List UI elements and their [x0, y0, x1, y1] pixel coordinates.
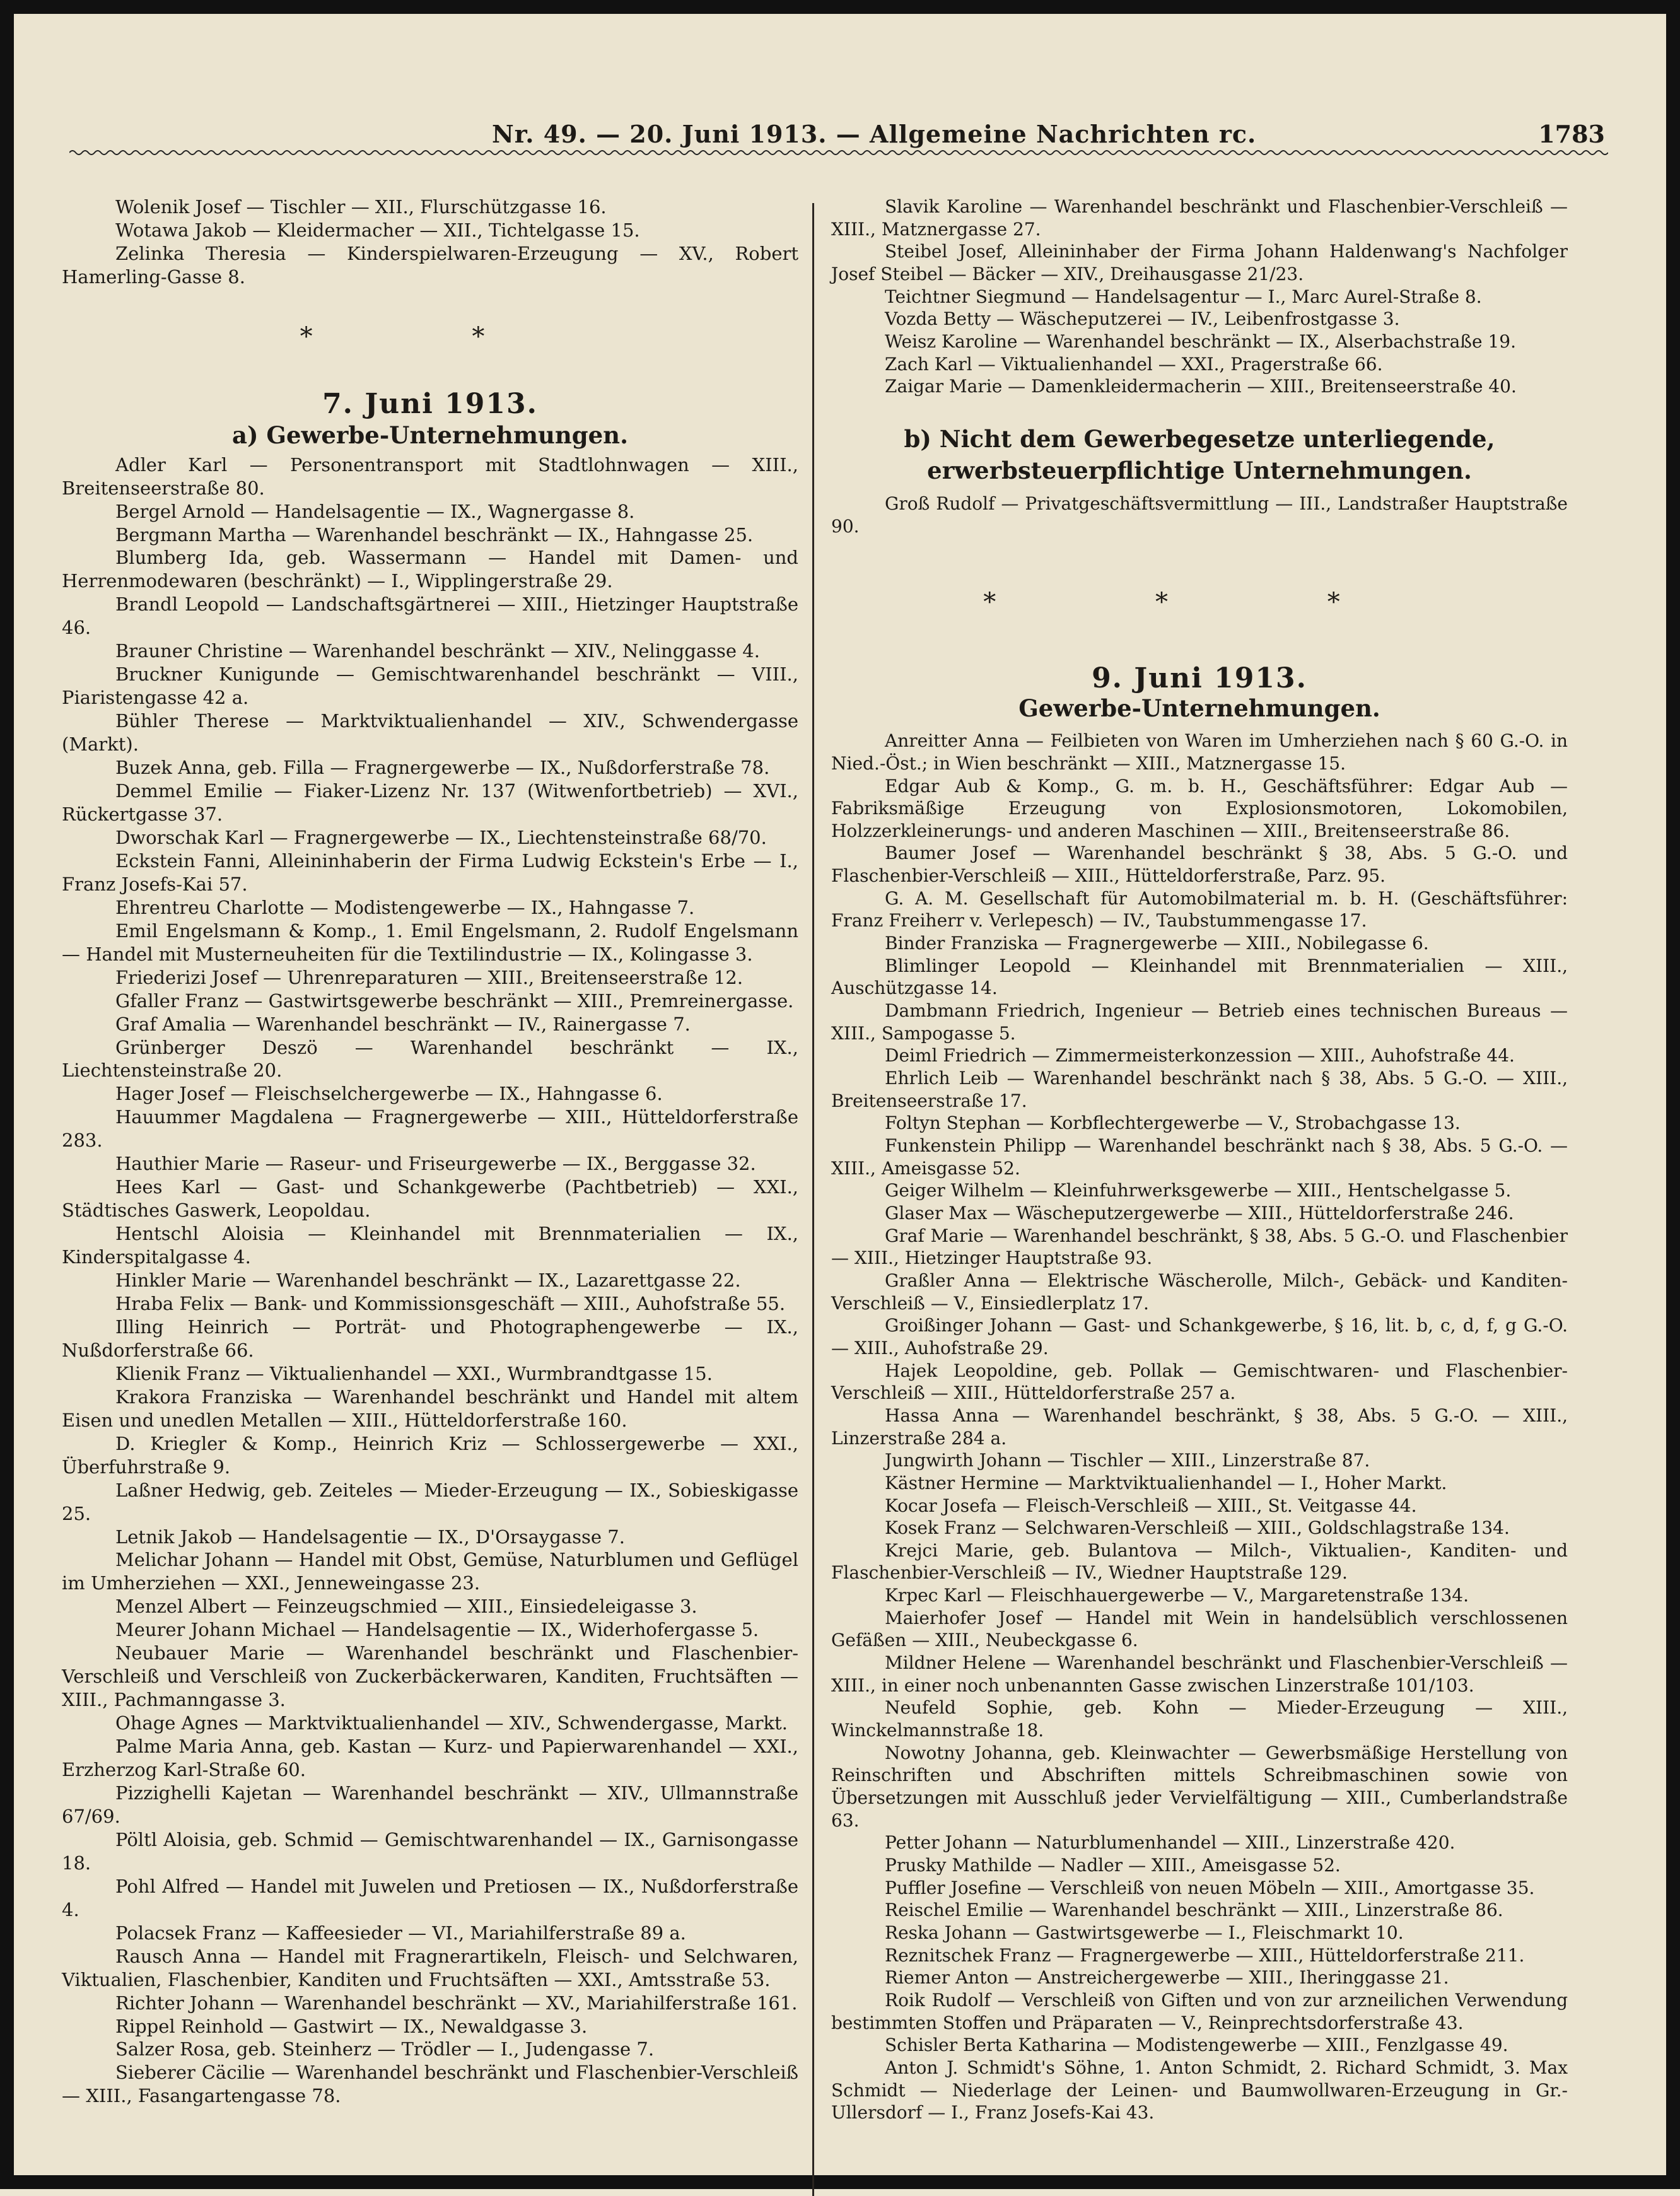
list-item: Meurer Johann Michael — Handelsagentie — IX., Widerhofergasse 5.	[115, 1619, 759, 1641]
list-item: Eckstein Fanni, Alleininhaberin der Firma Ludwig Eckstein's Erbe — I., Franz Josefs-Kai 57.	[62, 850, 798, 895]
section-stars: * * *	[983, 588, 1416, 617]
list-item: Friederizi Josef — Uhrenreparaturen — XIII., Breitenseerstraße 12.	[115, 966, 744, 988]
list-item: Menzel Albert — Feinzeugschmied — XIII., Einsiedeleigasse 3.	[115, 1596, 697, 1618]
list-item: Neufeld Sophie, geb. Kohn — Mieder-Erzeugung — XIII., Winckelmannstraße 18.	[831, 1697, 1568, 1741]
list-item: Kosek Franz — Selchwaren-Verschleiß — XIII., Goldschlagstraße 134.	[885, 1517, 1510, 1539]
list-item: Glaser Max — Wäscheputzergewerbe — XIII., Hütteldorferstraße 246.	[885, 1202, 1514, 1224]
section-b-heading: b) Nicht dem Gewerbegesetze unterliegende, erwerbsteuerpflichtige Unternehmungen.	[904, 424, 1495, 484]
list-item: Gfaller Franz — Gastwirtsgewerbe beschränkt — XIII., Premreinergasse.	[115, 990, 794, 1012]
list-item: Laßner Hedwig, geb. Zeiteles — Mieder-Erzeugung — IX., Sobieskigasse 25.	[62, 1479, 798, 1524]
left-entry-list	[62, 453, 798, 2108]
list-item: Groißinger Johann — Gast- und Schankgewerbe, § 16, lit. b, c, d, f, g G.-O. — XIII., Auhofstraße 29.	[831, 1315, 1568, 1358]
list-item: Kästner Hermine — Marktviktualienhandel — I., Hoher Markt.	[885, 1472, 1447, 1493]
list-item: Schisler Berta Katharina — Modistengewerbe — XIII., Fenzlgasse 49.	[885, 2035, 1508, 2056]
list-item: Foltyn Stephan — Korbflechtergewerbe — V., Strobachgasse 13.	[885, 1113, 1461, 1134]
section-b-entries	[831, 493, 1568, 537]
list-item: Slavik Karoline — Warenhandel beschränkt und Flaschenbier-Verschleiß — XIII., Matznergasse 27.	[831, 196, 1568, 240]
list-item: Buzek Anna, geb. Filla — Fragnergewerbe — IX., Nußdorferstraße 78.	[115, 757, 770, 779]
list-item: Edgar Aub & Komp., G. m. b. H., Geschäftsführer: Edgar Aub — Fabriksmäßige Erzeugung von Explosionsmotoren, Lokomobilen, Holzzerkleinerungs- und anderen Maschinen — XIII., Breitenseerstraße 86.	[831, 775, 1568, 841]
list-item: Illing Heinrich — Porträt- und Photographengewerbe — IX., Nußdorferstraße 66.	[62, 1316, 798, 1361]
list-item: Zach Karl — Viktualienhandel — XXI., Pragerstraße 66.	[885, 353, 1383, 375]
list-item: Funkenstein Philipp — Warenhandel beschränkt nach § 38, Abs. 5 G.-O. — XIII., Ameisgasse 52.	[831, 1135, 1568, 1179]
list-item: Wolenik Josef — Tischler — XII., Flurschützgasse 16.	[115, 196, 607, 218]
list-item: Dworschak Karl — Fragnergewerbe — IX., Liechtensteinstraße 68/70.	[115, 826, 767, 848]
list-item: Ohage Agnes — Marktviktualienhandel — XIV., Schwendergasse, Markt.	[115, 1712, 788, 1734]
list-item: Bergmann Martha — Warenhandel beschränkt — IX., Hahngasse 25.	[115, 523, 754, 546]
list-item: Hajek Leopoldine, geb. Pollak — Gemischtwaren- und Flaschenbier-Verschleiß — XIII., Hütteldorferstraße 257 a.	[831, 1360, 1568, 1404]
scan-border-left	[0, 0, 14, 2189]
scan-border-bottom	[0, 2175, 1680, 2189]
list-item: Vozda Betty — Wäscheputzerei — IV., Leibenfrostgasse 3.	[885, 308, 1400, 330]
header-wavy-rule	[69, 148, 1608, 157]
list-item: Pizzighelli Kajetan — Warenhandel beschränkt — XIV., Ullmannstraße 67/69.	[62, 1782, 798, 1827]
right-top-entries	[831, 196, 1568, 398]
list-item: Bühler Therese — Marktviktualienhandel — XIV., Schwendergasse (Markt).	[62, 710, 798, 756]
list-item: Puffler Josefine — Verschleiß von neuen Möbeln — XIII., Amortgasse 35.	[885, 1877, 1535, 1898]
list-item: Anton J. Schmidt's Söhne, 1. Anton Schmidt, 2. Richard Schmidt, 3. Max Schmidt — Niederlage der Leinen- und Baumwollwaren-Erzeugung in Gr.-Ullersdorf — I., Franz Josefs-Kai 43.	[831, 2057, 1568, 2123]
list-item: Reska Johann — Gastwirtsgewerbe — I., Fleischmarkt 10.	[885, 1922, 1404, 1943]
scan-border-right	[1666, 0, 1680, 2189]
list-item: Hauummer Magdalena — Fragnergewerbe — XIII., Hütteldorferstraße 283.	[62, 1106, 798, 1152]
list-item: Hinkler Marie — Warenhandel beschränkt — IX., Lazarettgasse 22.	[115, 1270, 741, 1292]
list-item: Riemer Anton — Anstreichergewerbe — XIII., Iheringgasse 21.	[885, 1967, 1449, 1989]
list-item: Petter Johann — Naturblumenhandel — XIII., Linzerstraße 420.	[885, 1832, 1455, 1854]
list-item: Hraba Felix — Bank- und Kommissionsgeschäft — XIII., Auhofstraße 55.	[115, 1292, 786, 1314]
list-item: Sieberer Cäcilie — Warenhandel beschränkt und Flaschenbier-Verschleiß — XIII., Fasangartengasse 78.	[62, 2062, 798, 2107]
list-item: Adler Karl — Personentransport mit Stadtlohnwagen — XIII., Breitenseerstraße 80.	[62, 453, 798, 499]
list-item: Hentschl Aloisia — Kleinhandel mit Brennmaterialien — IX., Kinderspitalgasse 4.	[62, 1223, 798, 1268]
list-item: Grünberger Deszö — Warenhandel beschränkt — IX., Liechtensteinstraße 20.	[62, 1036, 798, 1082]
list-item: Richter Johann — Warenhandel beschränkt — XV., Mariahilferstraße 161.	[115, 1992, 798, 2014]
list-item: G. A. M. Gesellschaft für Automobilmaterial m. b. H. (Geschäftsführer: Franz Freiherr v. Verlepesch) — IV., Taubstummengasse 17.	[831, 887, 1568, 932]
right-entry-list	[831, 730, 1568, 2124]
header-title: Nr. 49. — 20. Juni 1913. — Allgemeine Nachrichten rc.	[492, 120, 1257, 148]
list-item: Melichar Johann — Handel mit Obst, Gemüse, Naturblumen und Geflügel im Umherziehen — XXI., Jenneweingasse 23.	[62, 1549, 798, 1594]
list-item: Emil Engelsmann & Komp., 1. Emil Engelsmann, 2. Rudolf Engelsmann — Handel mit Musterneuheiten für die Textilindustrie — IX., Kolingasse 3.	[62, 920, 798, 965]
list-item: Polacsek Franz — Kaffeesieder — VI., Mariahilferstraße 89 a.	[115, 1922, 686, 1944]
list-item: Klienik Franz — Viktualienhandel — XXI., Wurmbrandtgasse 15.	[115, 1362, 713, 1384]
list-item: Graßler Anna — Elektrische Wäscherolle, Milch-, Gebäck- und Kanditen-Verschleiß — V., Einsiedlerplatz 17.	[831, 1270, 1568, 1314]
list-item: Krejci Marie, geb. Bulantova — Milch-, Viktualien-, Kanditen- und Flaschenbier-Verschleiß — IV., Wiedner Hauptstraße 129.	[831, 1539, 1568, 1584]
list-item: Ehrlich Leib — Warenhandel beschränkt nach § 38, Abs. 5 G.-O. — XIII., Breitenseerstraße 17.	[831, 1068, 1568, 1111]
list-item: Zaigar Marie — Damenkleidermacherin — XIII., Breitenseerstraße 40.	[885, 376, 1517, 397]
list-item: Anreitter Anna — Feilbieten von Waren im Umherziehen nach § 60 G.-O. in Nied.-Öst.; in Wien beschränkt — XIII., Matznergasse 15.	[831, 730, 1568, 774]
list-item: Zelinka Theresia — Kinderspielwaren-Erzeugung — XV., Robert Hamerling-Gasse 8.	[62, 242, 798, 288]
list-item: Pöltl Aloisia, geb. Schmid — Gemischtwarenhandel — IX., Garnisongasse 18.	[62, 1828, 798, 1874]
list-item: Groß Rudolf — Privatgeschäftsvermittlung — III., Landstraßer Hauptstraße 90.	[831, 493, 1568, 537]
list-item: Steibel Josef, Alleininhaber der Firma Johann Haldenwang's Nachfolger Josef Steibel — Bäcker — XIV., Dreihausgasse 21/23.	[831, 241, 1568, 284]
list-item: Neubauer Marie — Warenhandel beschränkt und Flaschenbier-Verschleiß und Verschleiß von Zuckerbäckerwaren, Kanditen, Fruchtsäften — XIII., Pachmanngasse 3.	[62, 1642, 798, 1711]
list-item: D. Kriegler & Komp., Heinrich Kriz — Schlossergewerbe — XXI., Überfuhrstraße 9.	[62, 1432, 798, 1478]
left-column	[62, 196, 798, 2108]
list-item: Nowotny Johanna, geb. Kleinwachter — Gewerbsmäßige Herstellung von Reinschriften und Abschriften mittels Schreibmaschinen sowie von Übersetzungen mit Ausschluß jeder Vervielfältigung — XIII., Cumberlandstraße 63.	[831, 1742, 1568, 1831]
list-item: Ehrentreu Charlotte — Modistengewerbe — IX., Hahngasse 7.	[115, 896, 695, 918]
list-item: Krpec Karl — Fleischhauergewerbe — V., Margaretenstraße 134.	[885, 1585, 1469, 1606]
list-item: Wotawa Jakob — Kleidermacher — XII., Tichtelgasse 15.	[115, 219, 640, 241]
list-item: Hager Josef — Fleischselchergewerbe — IX., Hahngasse 6.	[115, 1083, 663, 1105]
left-top-entries	[62, 196, 798, 289]
column-divider	[812, 203, 814, 2196]
list-item: Dambmann Friedrich, Ingenieur — Betrieb eines technischen Bureaus — XIII., Sampogasse 5.	[831, 1000, 1568, 1044]
list-item: Jungwirth Johann — Tischler — XIII., Linzerstraße 87.	[885, 1450, 1370, 1471]
list-item: Palme Maria Anna, geb. Kastan — Kurz- und Papierwarenhandel — XXI., Erzherzog Karl-Straße 60.	[62, 1736, 798, 1781]
list-item: Krakora Franziska — Warenhandel beschränkt und Handel mit altem Eisen und unedlen Metallen — XIII., Hütteldorferstraße 160.	[62, 1386, 798, 1431]
list-item: Weisz Karoline — Warenhandel beschränkt — IX., Alserbachstraße 19.	[885, 330, 1516, 352]
section-date-heading: 7. Juni 1913.	[322, 387, 538, 420]
list-item: Hassa Anna — Warenhandel beschränkt, § 38, Abs. 5 G.-O. — XIII., Linzerstraße 284 a.	[831, 1405, 1568, 1449]
section-date-heading: 9. Juni 1913.	[1092, 662, 1307, 694]
list-item: Demmel Emilie — Fiaker-Lizenz Nr. 137 (Witwenfortbetrieb) — XVI., Rückertgasse 37.	[62, 780, 798, 825]
list-item: Letnik Jakob — Handelsagentie — IX., D'Orsaygasse 7.	[115, 1526, 625, 1548]
list-item: Salzer Rosa, geb. Steinherz — Trödler — I., Judengasse 7.	[115, 2038, 655, 2060]
section-subheading: Gewerbe-Unternehmungen.	[1018, 694, 1380, 722]
list-item: Pohl Alfred — Handel mit Juwelen und Pretiosen — IX., Nußdorferstraße 4.	[62, 1875, 798, 1920]
list-item: Teichtner Siegmund — Handelsagentur — I., Marc Aurel-Straße 8.	[885, 286, 1482, 307]
list-item: Roik Rudolf — Verschleiß von Giften und von zur arzneilichen Verwendung bestimmten Stoffen und Präparaten — V., Reinprechtsdorferstraße 43.	[831, 1989, 1568, 2033]
section-stars: * *	[300, 322, 561, 351]
list-item: Blumberg Ida, geb. Wassermann — Handel mit Damen- und Herrenmodewaren (beschränkt) — I., Wipplingerstraße 29.	[62, 547, 798, 592]
list-item: Deiml Friedrich — Zimmermeisterkonzession — XIII., Auhofstraße 44.	[885, 1045, 1515, 1066]
list-item: Prusky Mathilde — Nadler — XIII., Ameisgasse 52.	[885, 1855, 1341, 1876]
list-item: Reischel Emilie — Warenhandel beschränkt — XIII., Linzerstraße 86.	[885, 1900, 1503, 1921]
list-item: Bergel Arnold — Handelsagentie — IX., Wagnergasse 8.	[115, 500, 635, 522]
page-number: 1783	[1538, 120, 1605, 148]
list-item: Rausch Anna — Handel mit Fragnerartikeln, Fleisch- und Selchwaren, Viktualien, Flaschenbier, Kanditen und Fruchtsäften — XXI., Amtsstraße 53.	[62, 1945, 798, 1990]
list-item: Brandl Leopold — Landschaftsgärtnerei — XIII., Hietzinger Hauptstraße 46.	[62, 593, 798, 639]
list-item: Maierhofer Josef — Handel mit Wein in handelsüblich verschlossenen Gefäßen — XIII., Neubeckgasse 6.	[831, 1607, 1568, 1651]
list-item: Hauthier Marie — Raseur- und Friseurgewerbe — IX., Berggasse 32.	[115, 1153, 756, 1175]
page-header	[76, 120, 1605, 164]
list-item: Kocar Josefa — Fleisch-Verschleiß — XIII., St. Veitgasse 44.	[885, 1495, 1417, 1516]
list-item: Rippel Reinhold — Gastwirt — IX., Newaldgasse 3.	[115, 2015, 588, 2037]
list-item: Baumer Josef — Warenhandel beschränkt § 38, Abs. 5 G.-O. und Flaschenbier-Verschleiß — XIII., Hütteldorferstraße, Parz. 95.	[831, 843, 1568, 887]
right-column	[831, 196, 1568, 2124]
list-item: Binder Franziska — Fragnergewerbe — XIII., Nobilegasse 6.	[885, 933, 1429, 954]
list-item: Geiger Wilhelm — Kleinfuhrwerksgewerbe — XIII., Hentschelgasse 5.	[885, 1180, 1512, 1201]
section-subheading: a) Gewerbe-Unternehmungen.	[232, 421, 628, 449]
list-item: Graf Marie — Warenhandel beschränkt, § 38, Abs. 5 G.-O. und Flaschenbier — XIII., Hietzinger Hauptstraße 93.	[831, 1225, 1568, 1269]
scan-border-top	[0, 0, 1680, 14]
list-item: Brauner Christine — Warenhandel beschränkt — XIV., Nelinggasse 4.	[115, 640, 760, 662]
list-item: Reznitschek Franz — Fragnergewerbe — XIII., Hütteldorferstraße 211.	[885, 1944, 1525, 1966]
list-item: Bruckner Kunigunde — Gemischtwarenhandel beschränkt — VIII., Piaristengasse 42 a.	[62, 663, 798, 709]
list-item: Blimlinger Leopold — Kleinhandel mit Brennmaterialien — XIII., Auschützgasse 14.	[831, 955, 1568, 999]
list-item: Hees Karl — Gast- und Schankgewerbe (Pachtbetrieb) — XXI., Städtisches Gaswerk, Leopoldau.	[62, 1176, 798, 1222]
list-item: Graf Amalia — Warenhandel beschränkt — IV., Rainergasse 7.	[115, 1013, 691, 1035]
list-item: Mildner Helene — Warenhandel beschränkt und Flaschenbier-Verschleiß — XIII., in einer noch unbenannten Gasse zwischen Linzerstraße 101/103.	[831, 1652, 1568, 1696]
